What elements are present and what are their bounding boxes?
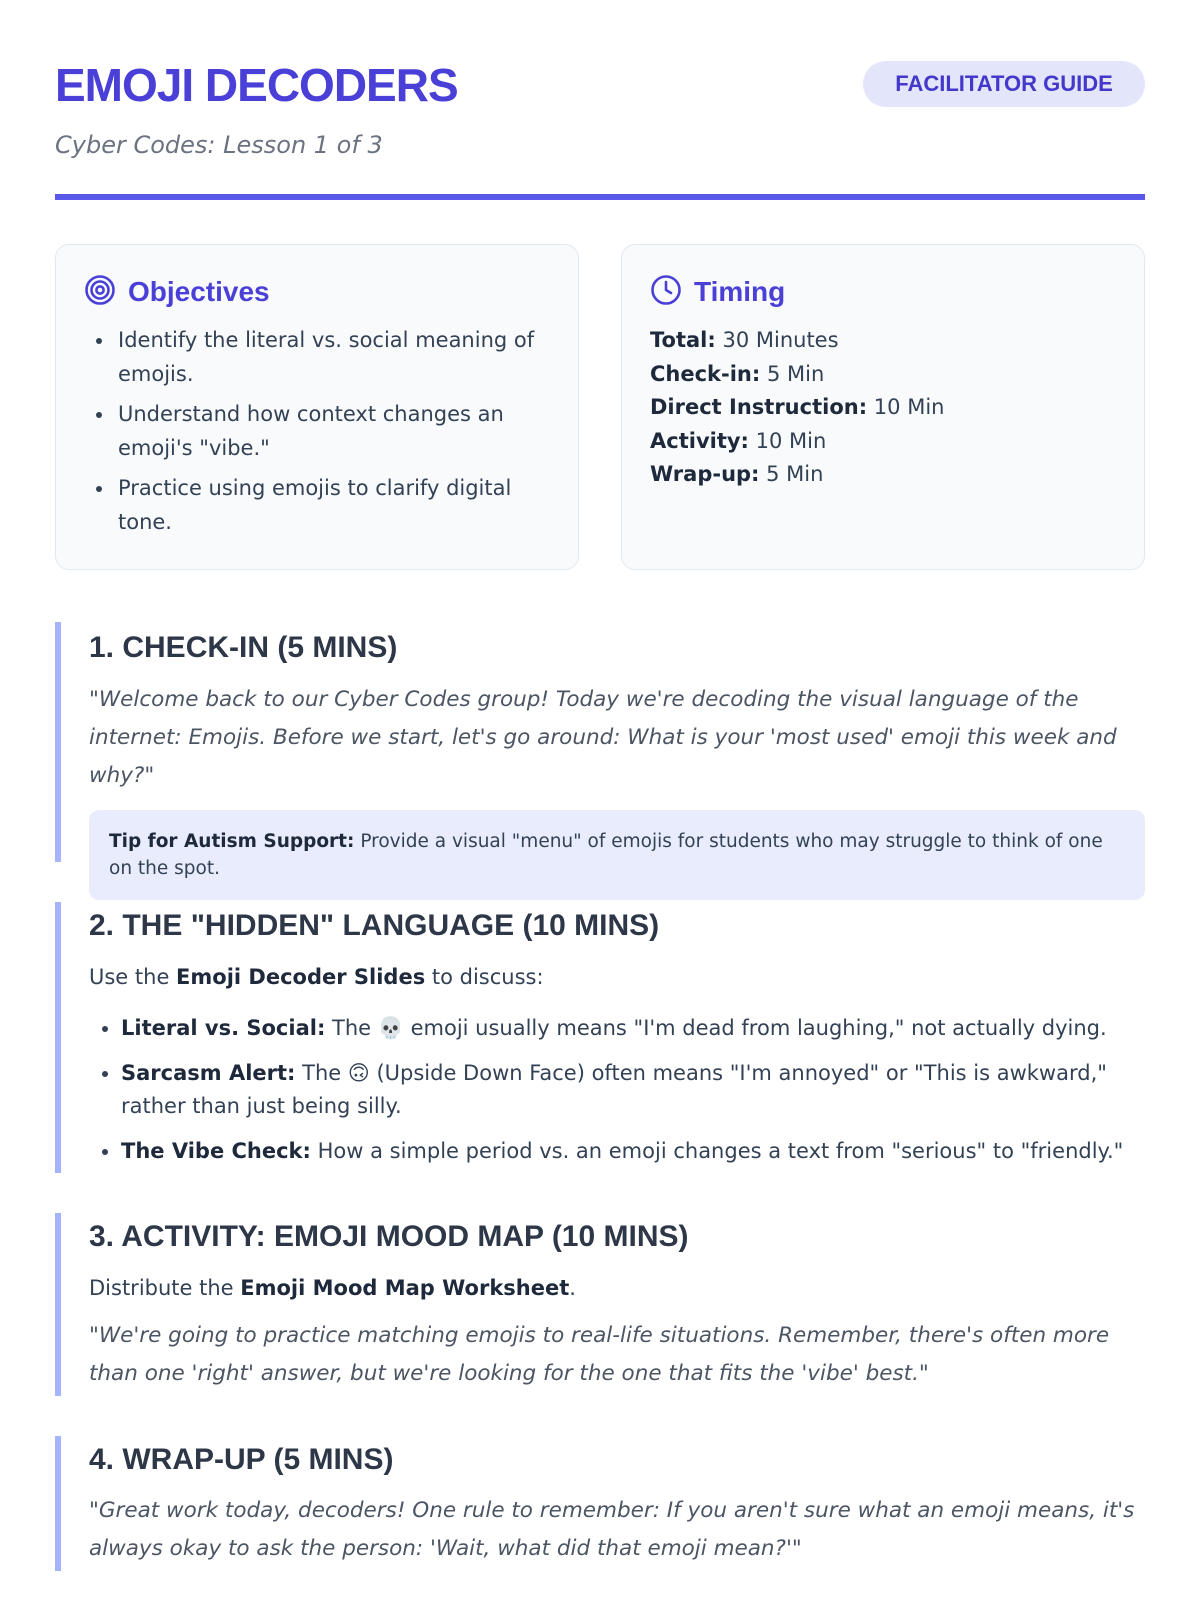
hidden-bullets (89, 1012, 1145, 1168)
objective-item: • Identify the literal vs. social meaning of emojis. (115, 324, 550, 391)
objectives-title: Objectives (128, 276, 270, 307)
timing-row: Direct Instruction: 10 Min (650, 395, 945, 419)
header (55, 0, 1145, 202)
activity-intro: Distribute the Emoji Mood Map Worksheet. (89, 1276, 576, 1300)
skull-icon: 💀 (377, 1016, 404, 1040)
target-icon (84, 274, 116, 310)
timing-title: Timing (694, 276, 786, 307)
hidden-intro: Use the Emoji Decoder Slides to discuss: (89, 965, 544, 989)
timing-row: Activity: 10 Min (650, 428, 827, 453)
timing-row: Check-in: 5 Min (650, 361, 825, 386)
list-item: • Sarcasm Alert: The 🙃 (Upside Down Face) often means "I'm annoyed" or "This is awkward," rather than just being silly. (121, 1057, 1145, 1123)
section-title: 2. THE "HIDDEN" LANGUAGE (10 MINS) (89, 909, 660, 942)
objectives-card (55, 244, 579, 570)
timing-card (621, 244, 1145, 570)
clock-icon (650, 274, 682, 310)
objective-item: • Practice using emojis to clarify digital tone. (115, 472, 550, 539)
wrapup-script: "Great work today, decoders! One rule to remember: If you aren't sure what an emoji means, it's always okay to ask the person: 'Wait, what did that emoji mean?'" (89, 1498, 1135, 1561)
facilitator-guide-badge: FACILITATOR GUIDE (863, 61, 1145, 107)
list-item: • Literal vs. Social: The 💀 emoji usually means "I'm dead from laughing," not actually dying. (121, 1012, 1145, 1045)
autism-support-tip: Tip for Autism Support: Provide a visual "menu" of emojis for students who may struggle to think of one on the spot. (89, 810, 1145, 900)
objective-item: • Understand how context changes an emoji's "vibe." (115, 398, 550, 465)
list-item: • The Vibe Check: How a simple period vs. an emoji changes a text from "serious" to "friendly." (121, 1135, 1145, 1168)
summary-cards (55, 244, 1145, 570)
section-wrapup (55, 1436, 1145, 1571)
upside-down-face-icon: 🙃 (347, 1061, 370, 1085)
header-divider (55, 194, 1145, 200)
page-subtitle: Cyber Codes: Lesson 1 of 3 (55, 131, 383, 159)
section-checkin (55, 622, 1145, 879)
section-title: 3. ACTIVITY: EMOJI MOOD MAP (10 MINS) (89, 1220, 689, 1253)
page-title: EMOJI DECODERS (55, 59, 458, 111)
timing-list (650, 324, 1116, 492)
timing-row: Wrap-up: 5 Min (650, 462, 824, 486)
section-activity (55, 1213, 1145, 1396)
section-hidden-language (55, 902, 1145, 1173)
checkin-script: "Welcome back to our Cyber Codes group! Today we're decoding the visual language of the internet: Emojis. Before we start, let's go around: What is your 'most used' emoji this week and why?" (89, 687, 1117, 788)
activity-script: "We're going to practice matching emojis to real-life situations. Remember, there's often more than one 'right' answer, but we're looking for the one that fits the 'vibe' best." (89, 1323, 1110, 1386)
section-title: 1. CHECK-IN (5 MINS) (89, 631, 398, 664)
section-title: 4. WRAP-UP (5 MINS) (89, 1443, 394, 1476)
timing-row: Total: 30 Minutes (650, 328, 839, 352)
objectives-list (84, 324, 550, 539)
